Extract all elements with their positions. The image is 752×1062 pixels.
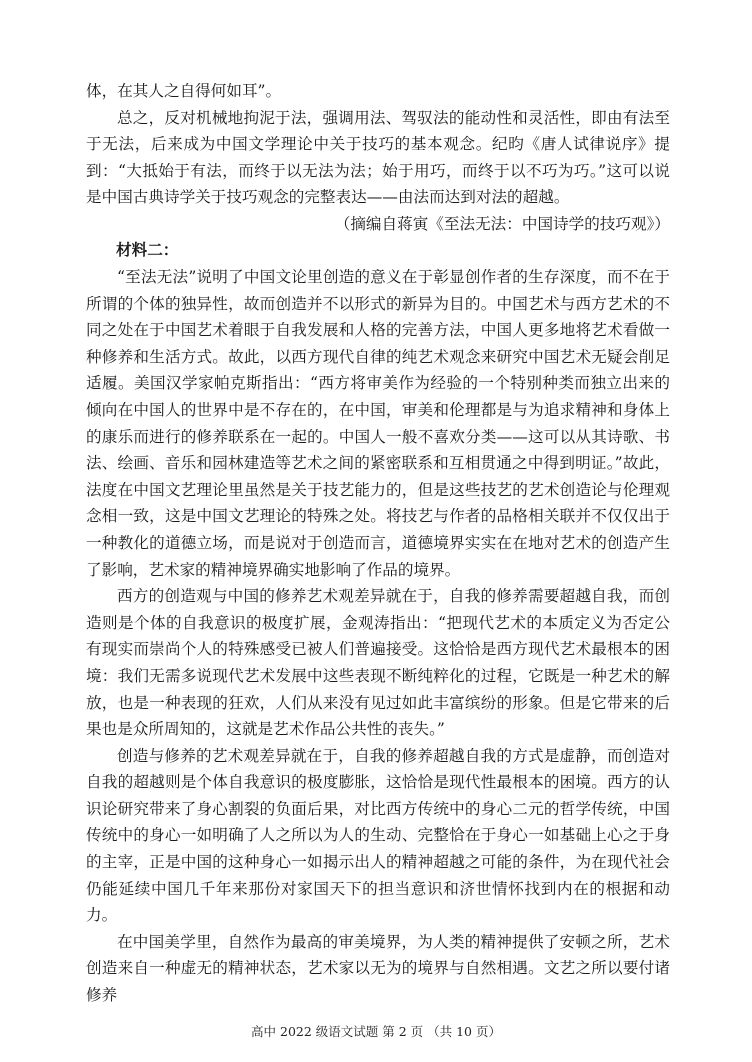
- body-paragraph-4: 在中国美学里，自然作为最高的审美境界，为人类的精神提供了安顿之所，艺术创造来自一种虚无的精神状态，艺术家以无为的境界与自然相遇。文艺之所以要付诸修养: [86, 932, 670, 1005]
- body-paragraph-2: 西方的创造观与中国的修养艺术观差异就在于，自我的修养需要超越自我，而创造则是个体的自我意识的极度扩展，金观涛指出：“把现代艺术的本质定义为否定公有现实而崇尚个人的特殊感受已被人们普遍接受。这恰恰是西方现代艺术最根本的困境：我们无需多说现代艺术发展中这些表现不断纯粹化的过程，它既是一种艺术的解放，也是一种表现的狂欢，人们从来没有见过如此丰富缤纷的形象。但是它带来的后果也是众所周知的，这就是艺术作品公共性的丧失。”: [86, 587, 670, 739]
- section-heading: 材料二：: [116, 240, 179, 259]
- summary-paragraph: 总之，反对机械地拘泥于法，强调用法、驾驭法的能动性和灵活性，即由有法至于无法，后来成为中国文学理论中关于技巧的基本观念。纪昀《唐人试律说序》提到：“大抵始于有法，而终于以无法为法；始于用巧，而终于以不巧为巧。”这可以说是中国古典诗学关于技巧观念的完整表达——由法而达到对法的超越。: [86, 108, 670, 207]
- material-two-body: [86, 264, 670, 1009]
- page-footer: 高中 2022 级语文试题 第 2 页 （共 10 页）: [251, 1024, 501, 1039]
- intro-paragraph-block: [86, 78, 670, 211]
- source-citation: （摘编自蒋寅《至法无法：中国诗学的技巧观》）: [334, 215, 670, 233]
- body-paragraph-3: 创造与修养的艺术观差异就在于，自我的修养超越自我的方式是虚静，而创造对自我的超越则是个体自我意识的极度膨胀，这恰恰是现代性最根本的困境。西方的认识论研究带来了身心割裂的负面后果，对比西方传统中的身心二元的哲学传统，中国传统中的身心一如明确了人之所以为人的生动、完整恰在于身心一如基础上心之于身的主宰，正是中国的这种身心一如揭示出人的精神超越之可能的条件，为在现代社会仍能延续中国几千年来那份对家国天下的担当意识和济世情怀找到内在的根据和动力。: [86, 746, 670, 925]
- body-paragraph-1: “至法无法”说明了中国文论里创造的意义在于彰显创作者的生存深度，而不在于所谓的个体的独异性，故而创造并不以形式的新异为目的。中国艺术与西方艺术的不同之处在于中国艺术着眼于自我发展和人格的完善方法，中国人更多地将艺术看做一种修养和生活方式。故此，以西方现代自律的纯艺术观念来研究中国艺术无疑会削足适履。美国汉学家帕克斯指出：“西方将审美作为经验的一个特别种类而独立出来的倾向在中国人的世界中是不存在的，在中国，审美和伦理都是与为追求精神和身体上的康乐而进行的修养联系在一起的。中国人一般不喜欢分类——这可以从其诗歌、书法、绘画、音乐和园林建造等艺术之间的紧密联系和互相贯通之中得到明证。”故此，法度在中国文艺理论里虽然是关于技艺能力的，但是这些技艺的艺术创造论与伦理观念相一致，这是中国文艺理论的特殊之处。将技艺与作者的品格相关联并不仅仅出于一种教化的道德立场，而是说对于创造而言，道德境界实实在在地对艺术的创造产生了影响，艺术家的精神境界确实地影响了作品的境界。: [86, 268, 670, 579]
- intro-paragraph: 体，在其人之自得何如耳”。: [86, 82, 282, 100]
